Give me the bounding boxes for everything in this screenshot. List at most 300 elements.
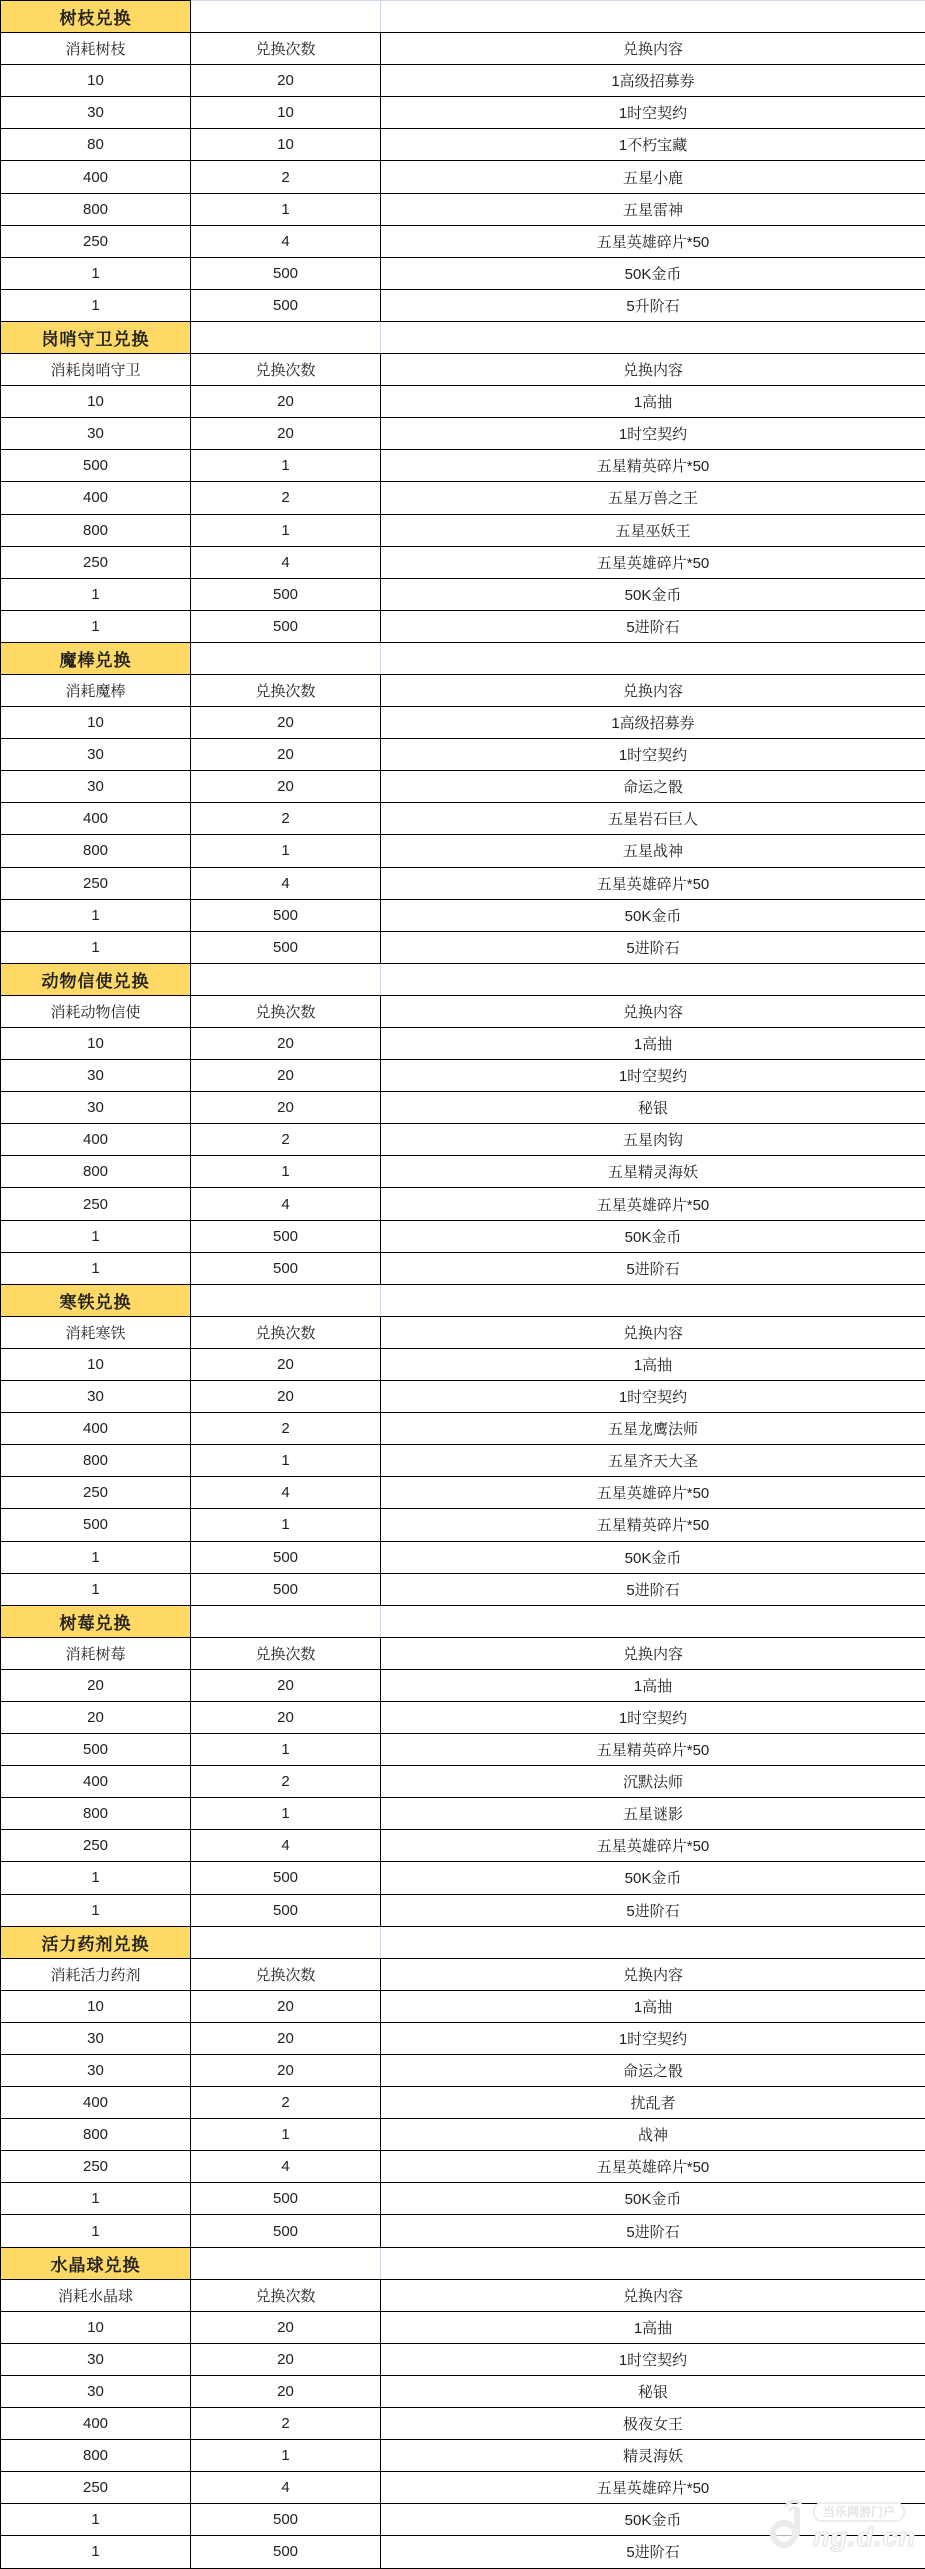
column-header-row (1, 995, 925, 1027)
content-cell: 5进阶石 (381, 931, 925, 963)
column-header-row (1, 2279, 925, 2311)
section-header-spacer (381, 1284, 925, 1316)
content-cell: 50K金币 (381, 899, 925, 931)
times-cell: 20 (191, 2343, 381, 2375)
table-row (1, 771, 925, 803)
section-header-row (1, 321, 925, 353)
times-cell: 500 (191, 2183, 381, 2215)
content-cell: 五星谜影 (381, 1798, 925, 1830)
content-cell: 1高抽 (381, 1669, 925, 1701)
section-header-spacer (381, 1, 925, 33)
cost-cell: 800 (1, 193, 191, 225)
cost-cell: 1 (1, 2183, 191, 2215)
column-header-content: 兑换内容 (381, 674, 925, 706)
table-row (1, 97, 925, 129)
content-cell: 1时空契约 (381, 418, 925, 450)
cost-cell: 30 (1, 97, 191, 129)
column-header-content: 兑换内容 (381, 1316, 925, 1348)
content-cell: 1高抽 (381, 2311, 925, 2343)
times-cell: 500 (191, 1862, 381, 1894)
table-row (1, 2343, 925, 2375)
times-cell: 500 (191, 1252, 381, 1284)
column-header-cost: 消耗岗哨守卫 (1, 354, 191, 386)
content-cell: 1高级招募券 (381, 707, 925, 739)
times-cell: 10 (191, 97, 381, 129)
table-row (1, 193, 925, 225)
table-row (1, 1734, 925, 1766)
exchange-table-body (1, 1, 925, 2569)
table-row (1, 1188, 925, 1220)
table-row (1, 1541, 925, 1573)
column-header-row (1, 1637, 925, 1669)
content-cell: 精灵海妖 (381, 2440, 925, 2472)
column-header-times: 兑换次数 (191, 354, 381, 386)
content-cell: 五星万兽之王 (381, 482, 925, 514)
table-row (1, 1573, 925, 1605)
content-cell: 5进阶石 (381, 1573, 925, 1605)
table-row (1, 225, 925, 257)
times-cell: 1 (191, 450, 381, 482)
table-row (1, 2183, 925, 2215)
times-cell: 1 (191, 1509, 381, 1541)
column-header-times: 兑换次数 (191, 1316, 381, 1348)
cost-cell: 400 (1, 482, 191, 514)
cost-cell: 30 (1, 1381, 191, 1413)
cost-cell: 800 (1, 2119, 191, 2151)
content-cell: 五星岩石巨人 (381, 803, 925, 835)
section-header-row (1, 1284, 925, 1316)
times-cell: 2 (191, 1124, 381, 1156)
cost-cell: 10 (1, 1028, 191, 1060)
table-row (1, 899, 925, 931)
times-cell: 1 (191, 514, 381, 546)
content-cell: 50K金币 (381, 1220, 925, 1252)
content-cell: 五星英雄碎片*50 (381, 2472, 925, 2504)
table-row (1, 739, 925, 771)
cost-cell: 1 (1, 578, 191, 610)
section-header-spacer (191, 1605, 381, 1637)
table-row (1, 2408, 925, 2440)
cost-cell: 250 (1, 546, 191, 578)
cost-cell: 250 (1, 2472, 191, 2504)
section-title: 活力药剂兑换 (1, 1926, 191, 1958)
content-cell: 1时空契约 (381, 2022, 925, 2054)
cost-cell: 250 (1, 867, 191, 899)
times-cell: 20 (191, 1060, 381, 1092)
content-cell: 50K金币 (381, 2504, 925, 2536)
content-cell: 1时空契约 (381, 739, 925, 771)
cost-cell: 1 (1, 1573, 191, 1605)
section-title: 寒铁兑换 (1, 1284, 191, 1316)
times-cell: 20 (191, 2022, 381, 2054)
content-cell: 命运之骰 (381, 771, 925, 803)
times-cell: 20 (191, 2055, 381, 2087)
content-cell: 1高级招募券 (381, 65, 925, 97)
times-cell: 20 (191, 771, 381, 803)
cost-cell: 10 (1, 65, 191, 97)
cost-cell: 80 (1, 129, 191, 161)
column-header-row (1, 674, 925, 706)
watermark-domain: ng.d.cn (813, 2523, 916, 2551)
cost-cell: 500 (1, 1734, 191, 1766)
times-cell: 1 (191, 1798, 381, 1830)
times-cell: 20 (191, 1381, 381, 1413)
column-header-cost: 消耗寒铁 (1, 1316, 191, 1348)
cost-cell: 500 (1, 450, 191, 482)
content-cell: 5进阶石 (381, 1894, 925, 1926)
content-cell: 1高抽 (381, 1348, 925, 1380)
content-cell: 1时空契约 (381, 2343, 925, 2375)
column-header-cost: 消耗树枝 (1, 33, 191, 65)
times-cell: 500 (191, 1541, 381, 1573)
content-cell: 沉默法师 (381, 1766, 925, 1798)
column-header-times: 兑换次数 (191, 33, 381, 65)
content-cell: 五星雷神 (381, 193, 925, 225)
table-row (1, 2504, 925, 2536)
cost-cell: 30 (1, 1060, 191, 1092)
times-cell: 4 (191, 2151, 381, 2183)
section-header-spacer (381, 1605, 925, 1637)
cost-cell: 30 (1, 739, 191, 771)
table-row (1, 1092, 925, 1124)
cost-cell: 800 (1, 514, 191, 546)
content-cell: 五星战神 (381, 835, 925, 867)
cost-cell: 10 (1, 1348, 191, 1380)
content-cell: 50K金币 (381, 578, 925, 610)
times-cell: 500 (191, 289, 381, 321)
times-cell: 4 (191, 1188, 381, 1220)
table-row (1, 1862, 925, 1894)
column-header-row (1, 33, 925, 65)
times-cell: 2 (191, 161, 381, 193)
table-row (1, 1509, 925, 1541)
content-cell: 五星精英碎片*50 (381, 450, 925, 482)
section-header-spacer (381, 1926, 925, 1958)
column-header-cost: 消耗树莓 (1, 1637, 191, 1669)
cost-cell: 20 (1, 1701, 191, 1733)
section-header-row (1, 963, 925, 995)
content-cell: 五星精英碎片*50 (381, 1509, 925, 1541)
times-cell: 4 (191, 1830, 381, 1862)
times-cell: 1 (191, 193, 381, 225)
column-header-content: 兑换内容 (381, 33, 925, 65)
times-cell: 500 (191, 2215, 381, 2247)
times-cell: 2 (191, 2087, 381, 2119)
content-cell: 50K金币 (381, 2183, 925, 2215)
table-row (1, 1701, 925, 1733)
cost-cell: 400 (1, 2408, 191, 2440)
cost-cell: 400 (1, 1413, 191, 1445)
times-cell: 20 (191, 739, 381, 771)
table-row (1, 129, 925, 161)
content-cell: 5进阶石 (381, 610, 925, 642)
section-header-row (1, 1926, 925, 1958)
section-header-spacer (381, 2247, 925, 2279)
cost-cell: 800 (1, 1445, 191, 1477)
cost-cell: 30 (1, 2375, 191, 2407)
table-row (1, 161, 925, 193)
cost-cell: 10 (1, 386, 191, 418)
content-cell: 秘银 (381, 1092, 925, 1124)
cost-cell: 30 (1, 2055, 191, 2087)
times-cell: 4 (191, 546, 381, 578)
times-cell: 500 (191, 257, 381, 289)
times-cell: 20 (191, 65, 381, 97)
table-row (1, 1156, 925, 1188)
section-header-spacer (191, 321, 381, 353)
times-cell: 500 (191, 610, 381, 642)
times-cell: 20 (191, 2375, 381, 2407)
times-cell: 20 (191, 1990, 381, 2022)
column-header-content: 兑换内容 (381, 1958, 925, 1990)
table-row (1, 2119, 925, 2151)
times-cell: 500 (191, 2504, 381, 2536)
section-header-spacer (191, 2247, 381, 2279)
table-row (1, 1798, 925, 1830)
content-cell: 50K金币 (381, 1541, 925, 1573)
content-cell: 五星龙鹰法师 (381, 1413, 925, 1445)
cost-cell: 800 (1, 2440, 191, 2472)
table-row (1, 867, 925, 899)
times-cell: 500 (191, 578, 381, 610)
table-row (1, 546, 925, 578)
content-cell: 五星巫妖王 (381, 514, 925, 546)
column-header-times: 兑换次数 (191, 995, 381, 1027)
content-cell: 五星英雄碎片*50 (381, 1188, 925, 1220)
times-cell: 2 (191, 482, 381, 514)
content-cell: 1时空契约 (381, 97, 925, 129)
content-cell: 命运之骰 (381, 2055, 925, 2087)
table-row (1, 1124, 925, 1156)
cost-cell: 20 (1, 1669, 191, 1701)
content-cell: 1高抽 (381, 1028, 925, 1060)
times-cell: 10 (191, 129, 381, 161)
table-row (1, 2022, 925, 2054)
cost-cell: 1 (1, 1252, 191, 1284)
table-row (1, 1766, 925, 1798)
content-cell: 5进阶石 (381, 1252, 925, 1284)
column-header-content: 兑换内容 (381, 1637, 925, 1669)
cost-cell: 400 (1, 1124, 191, 1156)
times-cell: 4 (191, 225, 381, 257)
cost-cell: 800 (1, 1156, 191, 1188)
times-cell: 1 (191, 835, 381, 867)
cost-cell: 400 (1, 803, 191, 835)
table-row (1, 1220, 925, 1252)
column-header-content: 兑换内容 (381, 2279, 925, 2311)
times-cell: 500 (191, 1573, 381, 1605)
table-row (1, 1028, 925, 1060)
content-cell: 1时空契约 (381, 1701, 925, 1733)
column-header-row (1, 1958, 925, 1990)
times-cell: 20 (191, 707, 381, 739)
times-cell: 20 (191, 1092, 381, 1124)
table-row (1, 257, 925, 289)
column-header-times: 兑换次数 (191, 674, 381, 706)
content-cell: 五星精英碎片*50 (381, 1734, 925, 1766)
times-cell: 2 (191, 1766, 381, 1798)
table-row (1, 610, 925, 642)
times-cell: 1 (191, 1734, 381, 1766)
section-header-spacer (191, 1, 381, 33)
section-title: 动物信使兑换 (1, 963, 191, 995)
times-cell: 2 (191, 1413, 381, 1445)
times-cell: 20 (191, 1669, 381, 1701)
content-cell: 扰乱者 (381, 2087, 925, 2119)
table-row (1, 2055, 925, 2087)
cost-cell: 1 (1, 257, 191, 289)
times-cell: 4 (191, 2472, 381, 2504)
times-cell: 4 (191, 867, 381, 899)
times-cell: 4 (191, 1477, 381, 1509)
watermark-site-label: 当乐网游门户 (813, 2502, 905, 2522)
cost-cell: 250 (1, 1188, 191, 1220)
times-cell: 500 (191, 931, 381, 963)
cost-cell: 800 (1, 835, 191, 867)
column-header-content: 兑换内容 (381, 354, 925, 386)
table-row (1, 1381, 925, 1413)
content-cell: 五星英雄碎片*50 (381, 546, 925, 578)
table-row (1, 1830, 925, 1862)
table-row (1, 386, 925, 418)
content-cell: 五星英雄碎片*50 (381, 2151, 925, 2183)
content-cell: 5升阶石 (381, 289, 925, 321)
cost-cell: 1 (1, 1894, 191, 1926)
section-header-spacer (381, 321, 925, 353)
content-cell: 极夜女王 (381, 2408, 925, 2440)
times-cell: 20 (191, 386, 381, 418)
cost-cell: 400 (1, 161, 191, 193)
table-row (1, 2375, 925, 2407)
times-cell: 1 (191, 1445, 381, 1477)
table-row (1, 1894, 925, 1926)
times-cell: 1 (191, 1156, 381, 1188)
table-row (1, 289, 925, 321)
times-cell: 500 (191, 1894, 381, 1926)
cost-cell: 250 (1, 2151, 191, 2183)
table-row (1, 1413, 925, 1445)
content-cell: 1高抽 (381, 1990, 925, 2022)
cost-cell: 30 (1, 2022, 191, 2054)
cost-cell: 30 (1, 771, 191, 803)
cost-cell: 10 (1, 707, 191, 739)
content-cell: 五星齐天大圣 (381, 1445, 925, 1477)
cost-cell: 400 (1, 1766, 191, 1798)
table-row (1, 1669, 925, 1701)
table-row (1, 2440, 925, 2472)
times-cell: 1 (191, 2119, 381, 2151)
cost-cell: 500 (1, 1509, 191, 1541)
table-row (1, 1477, 925, 1509)
cost-cell: 250 (1, 1477, 191, 1509)
cost-cell: 1 (1, 2536, 191, 2568)
table-row (1, 931, 925, 963)
cost-cell: 400 (1, 2087, 191, 2119)
table-row (1, 65, 925, 97)
table-row (1, 1990, 925, 2022)
cost-cell: 1 (1, 2215, 191, 2247)
column-header-row (1, 354, 925, 386)
content-cell: 1时空契约 (381, 1060, 925, 1092)
content-cell: 五星英雄碎片*50 (381, 1830, 925, 1862)
times-cell: 500 (191, 1220, 381, 1252)
content-cell: 1高抽 (381, 386, 925, 418)
cost-cell: 250 (1, 225, 191, 257)
content-cell: 50K金币 (381, 257, 925, 289)
column-header-cost: 消耗动物信使 (1, 995, 191, 1027)
section-header-spacer (191, 642, 381, 674)
content-cell: 五星英雄碎片*50 (381, 867, 925, 899)
table-row (1, 2215, 925, 2247)
times-cell: 1 (191, 2440, 381, 2472)
cost-cell: 1 (1, 1220, 191, 1252)
cost-cell: 800 (1, 1798, 191, 1830)
times-cell: 20 (191, 2311, 381, 2343)
cost-cell: 30 (1, 418, 191, 450)
column-header-cost: 消耗魔棒 (1, 674, 191, 706)
table-row (1, 835, 925, 867)
times-cell: 2 (191, 2408, 381, 2440)
cost-cell: 1 (1, 610, 191, 642)
section-title: 魔棒兑换 (1, 642, 191, 674)
content-cell: 战神 (381, 2119, 925, 2151)
cost-cell: 10 (1, 2311, 191, 2343)
column-header-row (1, 1316, 925, 1348)
content-cell: 五星英雄碎片*50 (381, 1477, 925, 1509)
cost-cell: 30 (1, 1092, 191, 1124)
times-cell: 20 (191, 1028, 381, 1060)
content-cell: 5进阶石 (381, 2215, 925, 2247)
table-row (1, 2472, 925, 2504)
times-cell: 20 (191, 418, 381, 450)
column-header-times: 兑换次数 (191, 2279, 381, 2311)
table-row (1, 1348, 925, 1380)
times-cell: 2 (191, 803, 381, 835)
table-row (1, 2536, 925, 2568)
content-cell: 五星英雄碎片*50 (381, 225, 925, 257)
content-cell: 五星小鹿 (381, 161, 925, 193)
times-cell: 500 (191, 2536, 381, 2568)
section-title: 水晶球兑换 (1, 2247, 191, 2279)
times-cell: 20 (191, 1701, 381, 1733)
cost-cell: 1 (1, 931, 191, 963)
column-header-cost: 消耗活力药剂 (1, 1958, 191, 1990)
cost-cell: 1 (1, 1541, 191, 1573)
cost-cell: 1 (1, 289, 191, 321)
times-cell: 20 (191, 1348, 381, 1380)
cost-cell: 10 (1, 1990, 191, 2022)
table-row (1, 1445, 925, 1477)
cost-cell: 1 (1, 2504, 191, 2536)
section-header-row (1, 642, 925, 674)
section-title: 树莓兑换 (1, 1605, 191, 1637)
content-cell: 1不朽宝藏 (381, 129, 925, 161)
table-row (1, 578, 925, 610)
table-row (1, 418, 925, 450)
section-header-row (1, 2247, 925, 2279)
table-row (1, 2087, 925, 2119)
content-cell: 五星精灵海妖 (381, 1156, 925, 1188)
table-row (1, 707, 925, 739)
section-title: 树枝兑换 (1, 1, 191, 33)
content-cell: 1时空契约 (381, 1381, 925, 1413)
table-row (1, 2151, 925, 2183)
section-header-row (1, 1, 925, 33)
cost-cell: 250 (1, 1830, 191, 1862)
section-header-spacer (191, 1284, 381, 1316)
section-header-spacer (191, 1926, 381, 1958)
table-row (1, 1060, 925, 1092)
